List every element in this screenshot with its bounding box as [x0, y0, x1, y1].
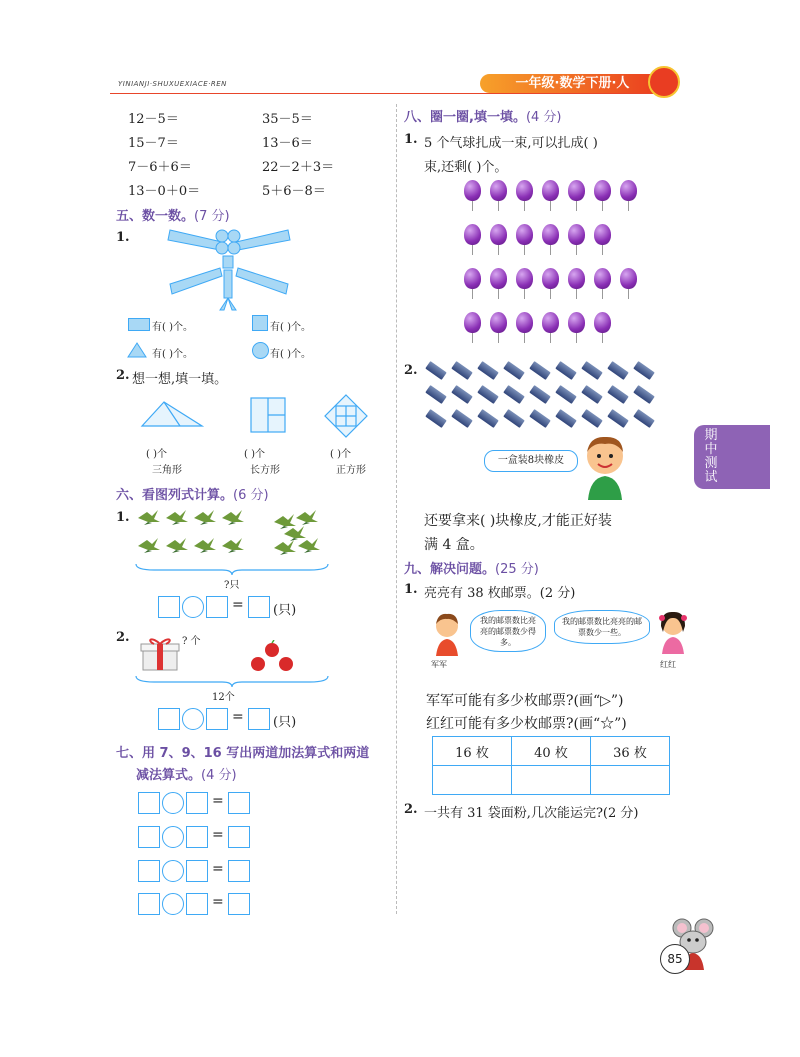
unit-label: (只)	[273, 715, 297, 730]
answer-box[interactable]	[186, 792, 208, 814]
square-blank: ( )个	[330, 449, 351, 460]
speech-bubble: 一盒装8块橡皮	[484, 450, 578, 472]
triangle-figure	[140, 400, 204, 428]
operator-circle[interactable]	[182, 596, 204, 618]
side-tab-midterm: 期 中 测 试	[694, 425, 770, 489]
rectangle-blank: ( )个	[244, 449, 265, 460]
sec6-q2-total: 12个	[212, 692, 235, 703]
sec9-q2-text: 一共有 31 袋面粉,几次能运完?(2 分)	[424, 806, 639, 821]
logo-icon	[648, 66, 680, 98]
rectangle-label: 长方形	[250, 465, 280, 476]
section-8-title: 八、圈一圈,填一填。(4 分)	[404, 110, 562, 125]
answer-box[interactable]	[228, 860, 250, 882]
balloon	[516, 224, 533, 245]
section-6-title: 六、看图列式计算。(6 分)	[116, 488, 269, 503]
sec6-q2-number: 2.	[116, 630, 130, 645]
balloon	[516, 180, 533, 201]
table-row	[433, 737, 670, 766]
triangle-icon	[127, 342, 147, 358]
triangle-blank: ( )个	[146, 449, 167, 460]
equals-sign: =	[212, 894, 224, 910]
answer-box[interactable]	[138, 826, 160, 848]
bubble-honghong: 我的邮票数比亮亮的邮票数少一些。	[554, 610, 650, 644]
operator-circle[interactable]	[162, 792, 184, 814]
sec9-q1-text: 亮亮有 38 枚邮票。(2 分)	[424, 586, 576, 601]
birds-figure	[136, 506, 326, 562]
balloon	[620, 180, 637, 201]
boy-illustration	[578, 434, 632, 502]
operator-circle[interactable]	[182, 708, 204, 730]
balloon	[594, 180, 611, 201]
balloon	[542, 224, 559, 245]
answer-box[interactable]	[186, 860, 208, 882]
tri-count-label: 有( )个。	[152, 349, 193, 360]
square-figure	[324, 394, 368, 438]
rectangle-figure	[250, 397, 286, 433]
table-row	[433, 766, 670, 795]
answer-box[interactable]	[186, 826, 208, 848]
balloon	[542, 312, 559, 333]
answer-box[interactable]	[138, 893, 160, 915]
bubble-junjun: 我的邮票数比亮亮的邮票数少得多。	[470, 610, 546, 652]
answer-box[interactable]	[158, 708, 180, 730]
column-divider	[396, 104, 397, 914]
answer-box[interactable]	[158, 596, 180, 618]
answer-box[interactable]	[248, 708, 270, 730]
operator-circle[interactable]	[162, 860, 184, 882]
answer-box[interactable]	[228, 826, 250, 848]
answer-box[interactable]	[228, 893, 250, 915]
rectangle-icon	[128, 318, 150, 331]
arith-item: 13－0＋0＝	[128, 184, 201, 199]
square-label: 正方形	[336, 465, 366, 476]
operator-circle[interactable]	[162, 826, 184, 848]
sec9-ask1: 军军可能有多少枚邮票?(画“▷”)	[426, 693, 624, 709]
answer-box[interactable]	[138, 792, 160, 814]
unit-label: (只)	[273, 603, 297, 618]
brace-1	[134, 562, 330, 576]
circle-icon	[252, 342, 269, 359]
arith-item: 13－6＝	[262, 136, 313, 151]
balloon	[464, 224, 481, 245]
arith-item: 12－5＝	[128, 112, 179, 127]
header-line	[110, 93, 670, 94]
stamp-option: 40 枚	[512, 737, 591, 766]
girl-honghong-illustration	[658, 610, 688, 656]
page-number: 85	[660, 944, 690, 974]
arith-item: 7－6＋6＝	[128, 160, 192, 175]
boy-junjun-illustration	[432, 612, 462, 658]
equals-sign: =	[232, 709, 244, 725]
square-icon	[252, 315, 268, 331]
answer-box[interactable]	[206, 708, 228, 730]
sec8-q2-line2: 满 4 盒。	[424, 537, 484, 553]
equals-sign: =	[232, 597, 244, 613]
balloon	[516, 268, 533, 289]
erasers-figure	[424, 362, 664, 432]
balloon	[490, 180, 507, 201]
triangle-label: 三角形	[152, 465, 182, 476]
answer-cell[interactable]	[512, 766, 591, 795]
section-5-title: 五、数一数。(7 分)	[116, 209, 230, 224]
sec9-ask2: 红红可能有多少枚邮票?(画“☆”)	[426, 716, 627, 732]
equals-sign: =	[212, 861, 224, 877]
sec6-q1-total: ?只	[224, 580, 240, 591]
header-right-banner: 一年级·数学下册·人	[480, 74, 665, 93]
name-junjun: 军军	[431, 660, 447, 669]
stamp-option: 36 枚	[591, 737, 670, 766]
arith-item: 15－7＝	[128, 136, 179, 151]
balloon	[594, 268, 611, 289]
balloon	[594, 224, 611, 245]
sec9-q2-number: 2.	[404, 802, 418, 817]
brace-2	[134, 674, 330, 688]
gift-box-icon	[140, 636, 180, 672]
name-honghong: 红红	[660, 660, 676, 669]
rect-count-label: 有( )个。	[152, 322, 193, 333]
arith-item: 5＋6－8＝	[262, 184, 326, 199]
section-9-title: 九、解决问题。(25 分)	[404, 562, 539, 577]
section-7-title-line2: 减法算式。(4 分)	[136, 768, 237, 783]
balloon	[464, 268, 481, 289]
balloon	[516, 312, 533, 333]
sec5-q1-number: 1.	[116, 230, 130, 245]
balloon	[568, 180, 585, 201]
stamp-table	[432, 736, 670, 795]
sec8-q2-line1: 还要拿来( )块橡皮,才能正好装	[424, 513, 612, 529]
answer-cell[interactable]	[591, 766, 670, 795]
balloon	[490, 268, 507, 289]
balloon	[490, 312, 507, 333]
balloon	[464, 312, 481, 333]
balloon	[620, 268, 637, 289]
balloon	[542, 268, 559, 289]
answer-box[interactable]	[248, 596, 270, 618]
answer-box[interactable]	[228, 792, 250, 814]
sec5-q2-number: 2.	[116, 368, 130, 383]
section-7-title-line1: 七、用 7、9、16 写出两道加法算式和两道	[116, 746, 370, 761]
apples-icon	[248, 640, 298, 674]
balloon	[568, 312, 585, 333]
answer-box[interactable]	[186, 893, 208, 915]
balloon	[464, 180, 481, 201]
sec8-q1-number: 1.	[404, 132, 418, 147]
sec6-q1-number: 1.	[116, 510, 130, 525]
sec8-q2-number: 2.	[404, 363, 418, 378]
sec5-q2-text: 想一想,填一填。	[132, 372, 228, 387]
balloon	[542, 180, 559, 201]
dragonfly-figure	[166, 226, 292, 312]
answer-box[interactable]	[138, 860, 160, 882]
sec8-q1-line2: 束,还剩( )个。	[424, 160, 508, 175]
answer-box[interactable]	[206, 596, 228, 618]
equals-sign: =	[212, 827, 224, 843]
equals-sign: =	[212, 793, 224, 809]
header-left-text: YINIANJI·SHUXUEXIACE·REN	[118, 80, 227, 88]
sec8-q1-line1: 5 个气球扎成一束,可以扎成( )	[424, 136, 598, 151]
arith-item: 35－5＝	[262, 112, 313, 127]
square-count-label: 有( )个。	[270, 322, 311, 333]
answer-cell[interactable]	[433, 766, 512, 795]
balloons-figure	[462, 180, 642, 350]
sec6-q2-question: ? 个	[182, 636, 201, 647]
balloon	[490, 224, 507, 245]
balloon	[568, 268, 585, 289]
balloon	[568, 224, 585, 245]
balloon	[594, 312, 611, 333]
operator-circle[interactable]	[162, 893, 184, 915]
arith-item: 22－2＋3＝	[262, 160, 335, 175]
sec9-q1-number: 1.	[404, 582, 418, 597]
stamp-option: 16 枚	[433, 737, 512, 766]
circle-count-label: 有( )个。	[270, 349, 311, 360]
